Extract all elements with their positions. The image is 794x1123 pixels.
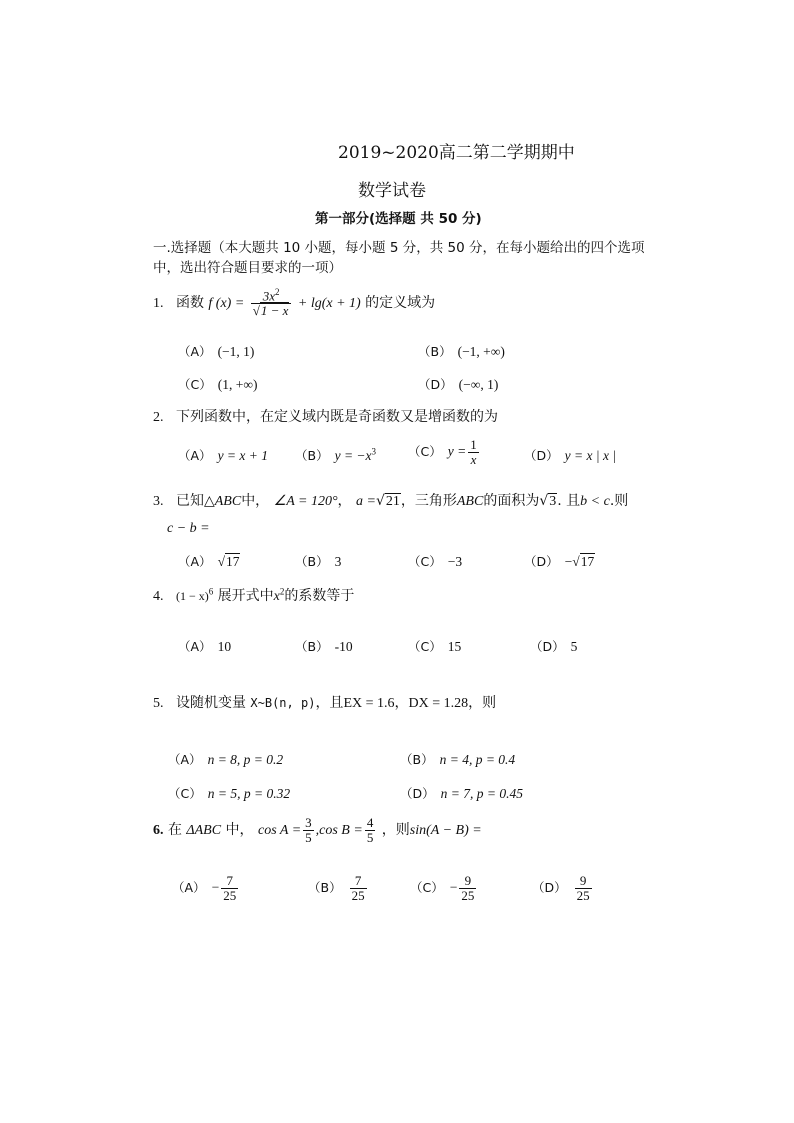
question-text: ，且: [315, 695, 344, 711]
fraction: [303, 816, 314, 844]
question-text: 下列函数中，在定义域内既是奇函数又是增函数的为: [175, 409, 498, 425]
option-5d[interactable]: [400, 784, 523, 802]
side-a: a =: [356, 494, 376, 509]
option-value: −3: [447, 554, 463, 569]
option-value: (−1, +∞): [457, 344, 505, 359]
denominator: 1 − x: [260, 302, 289, 318]
question-4: [153, 585, 354, 605]
option-1b[interactable]: [418, 342, 505, 360]
distribution: X~B(n, p): [250, 696, 316, 710]
option-3c[interactable]: [408, 552, 462, 570]
option-label: （C）: [408, 639, 442, 654]
denominator: 5: [366, 829, 374, 845]
option-label: （A）: [168, 752, 202, 767]
option-sign: −: [449, 879, 458, 895]
function-name: f (x) =: [208, 295, 245, 311]
option-label: （C）: [168, 786, 202, 801]
option-5b[interactable]: [400, 750, 515, 768]
section-instructions: 一.选择题（本大题共 10 小题，每小题 5 分，共 50 分，在每小题给出的四个选项中，选出符合题目要求的一项）: [153, 240, 645, 276]
question-number: 1.: [153, 295, 164, 311]
option-label: （C）: [178, 377, 212, 392]
numerator: 9: [575, 874, 592, 889]
fraction: [468, 438, 479, 466]
triangle-name: ABC: [214, 494, 242, 509]
question-text: 展开式中: [217, 588, 274, 604]
radicand: 3: [549, 494, 557, 509]
question-text: 的系数等于: [284, 588, 355, 604]
binomial: (1 − x): [175, 589, 209, 603]
option-value: (−∞, 1): [458, 377, 499, 392]
option-label: （C）: [410, 879, 444, 895]
option-5a[interactable]: [168, 750, 283, 768]
question-text: 函数: [175, 294, 204, 311]
option-1d[interactable]: [418, 375, 498, 393]
option-value: (1, +∞): [217, 377, 258, 392]
question-text: 中，: [225, 822, 254, 839]
question-1: [153, 288, 435, 318]
option-sign: −: [564, 554, 573, 569]
question-text: . 且: [557, 493, 581, 509]
option-label: （D）: [418, 377, 453, 392]
fraction: [459, 874, 476, 902]
numerator: 4: [366, 815, 374, 830]
question-text: ，三角形: [400, 493, 457, 509]
denominator: 25: [351, 887, 365, 903]
option-6b[interactable]: [308, 874, 369, 902]
option-2d[interactable]: [524, 446, 616, 464]
option-6a[interactable]: [172, 874, 240, 902]
option-label: （D）: [524, 554, 559, 569]
option-label: （C）: [408, 554, 442, 569]
question-number: 5.: [153, 696, 164, 711]
binomial-exponent: 6: [208, 586, 214, 597]
question-number: 2.: [153, 410, 164, 425]
option-value: y = x | x |: [564, 448, 617, 463]
option-2a[interactable]: [178, 446, 268, 464]
condition: EX = 1.6，DX = 1.28: [343, 696, 469, 711]
numerator: 3x: [262, 288, 275, 304]
log-term: + lg(x + 1): [297, 295, 361, 311]
exponent: 2: [274, 287, 280, 297]
option-6d[interactable]: [532, 874, 594, 902]
option-label: （A）: [172, 879, 206, 895]
fraction: $\frac{3x^2}{√1 - x}$: [251, 288, 292, 318]
option-exponent: 3: [371, 446, 377, 457]
option-value: y = −x: [334, 448, 372, 463]
triangle-name: ABC: [456, 494, 484, 509]
fraction: [350, 874, 367, 902]
numerator: 9: [459, 874, 476, 889]
denominator: x: [470, 451, 477, 467]
angle-condition: ∠A = 120°: [273, 494, 338, 509]
option-label: （B）: [295, 639, 329, 654]
option-4a[interactable]: [178, 637, 231, 655]
option-value: 15: [447, 639, 462, 654]
option-value: n = 4, p = 0.4: [439, 752, 516, 767]
denominator: 25: [223, 887, 237, 903]
radicand: 17: [580, 554, 595, 569]
denominator: 25: [461, 887, 475, 903]
option-4b[interactable]: [295, 637, 353, 655]
option-value: y =: [447, 443, 467, 459]
variable: x: [273, 589, 280, 604]
variable-exponent: 2: [279, 586, 285, 597]
option-label: （A）: [178, 448, 212, 463]
question-number: 6.: [153, 823, 164, 839]
fraction: [365, 816, 376, 844]
fraction: [221, 874, 238, 902]
numerator: 7: [221, 874, 238, 889]
radicand: 17: [225, 554, 240, 569]
numerator: 7: [350, 874, 367, 889]
option-label: （A）: [178, 554, 212, 569]
question-text: ，: [337, 493, 352, 509]
cos-b: ,cos B =: [315, 823, 363, 839]
question-3: 3. 已知△ABC中， ∠A = 120°， a =√21，三角形ABC的面积为√3. 且b < c.则: [153, 493, 629, 509]
option-3b[interactable]: [295, 552, 341, 570]
option-label: （D）: [530, 639, 565, 654]
option-2b[interactable]: [295, 446, 376, 464]
option-label: （B）: [418, 344, 452, 359]
option-label: （A）: [178, 639, 212, 654]
question-text-end: 的定义域为: [365, 294, 436, 311]
question-text: ，则: [468, 695, 497, 711]
option-5c[interactable]: [168, 784, 290, 802]
numerator: 1: [470, 437, 477, 452]
option-value: 5: [570, 639, 578, 654]
option-3d[interactable]: （D） −√17: [524, 554, 595, 569]
question-text: ，则: [381, 822, 410, 839]
question-2: [153, 406, 498, 426]
exam-title: 2019~2020高二第二学期期中: [338, 143, 575, 163]
question-3-line2: c − b =: [167, 521, 210, 536]
option-value: (−1, 1): [217, 344, 255, 359]
question-6: [153, 816, 482, 844]
option-1a[interactable]: [178, 342, 254, 360]
option-label: （D）: [400, 786, 435, 801]
option-3a[interactable]: （A） √17: [178, 554, 240, 569]
option-label: （D）: [532, 879, 567, 895]
option-2c[interactable]: [408, 438, 481, 466]
exam-subtitle: 数学试卷: [358, 181, 426, 201]
option-value: 10: [217, 639, 232, 654]
option-sign: −: [211, 879, 220, 895]
option-label: （B）: [295, 448, 329, 463]
question-text: 已知△: [175, 493, 215, 509]
option-label: （C）: [408, 443, 442, 459]
radicand: 21: [385, 494, 400, 509]
numerator: 3: [305, 815, 312, 830]
question-number: 4.: [153, 589, 164, 604]
option-value: y = x + 1: [217, 448, 269, 463]
triangle-name: ΔABC: [186, 823, 222, 839]
question-text: 的面积为: [483, 493, 540, 509]
option-label: （B）: [295, 554, 329, 569]
question-text: 在: [167, 822, 182, 839]
option-value: n = 8, p = 0.2: [207, 752, 284, 767]
option-1c[interactable]: [178, 375, 257, 393]
section-heading: 第一部分(选择题 共 50 分): [315, 211, 482, 227]
option-label: （B）: [400, 752, 434, 767]
sin-expression: sin(A − B) =: [409, 823, 482, 839]
option-4c[interactable]: [408, 637, 461, 655]
question-5: [153, 692, 496, 712]
cos-a: cos A =: [257, 823, 302, 839]
option-4d[interactable]: [530, 637, 577, 655]
option-value: 3: [334, 554, 342, 569]
option-6c[interactable]: [410, 874, 478, 902]
question-text: 设随机变量: [175, 695, 246, 711]
fraction: [575, 874, 592, 902]
question-text: 中，: [241, 493, 270, 509]
option-value: n = 5, p = 0.32: [207, 786, 291, 801]
option-label: （D）: [524, 448, 559, 463]
denominator: 25: [576, 887, 590, 903]
option-label: （A）: [178, 344, 212, 359]
denominator: 5: [305, 829, 312, 845]
question-text: .则: [609, 493, 629, 509]
option-value: n = 7, p = 0.45: [440, 786, 523, 801]
inequality: b < c: [580, 494, 610, 509]
question-number: 3.: [153, 494, 164, 509]
option-value: -10: [334, 639, 353, 654]
option-label: （B）: [308, 879, 342, 895]
